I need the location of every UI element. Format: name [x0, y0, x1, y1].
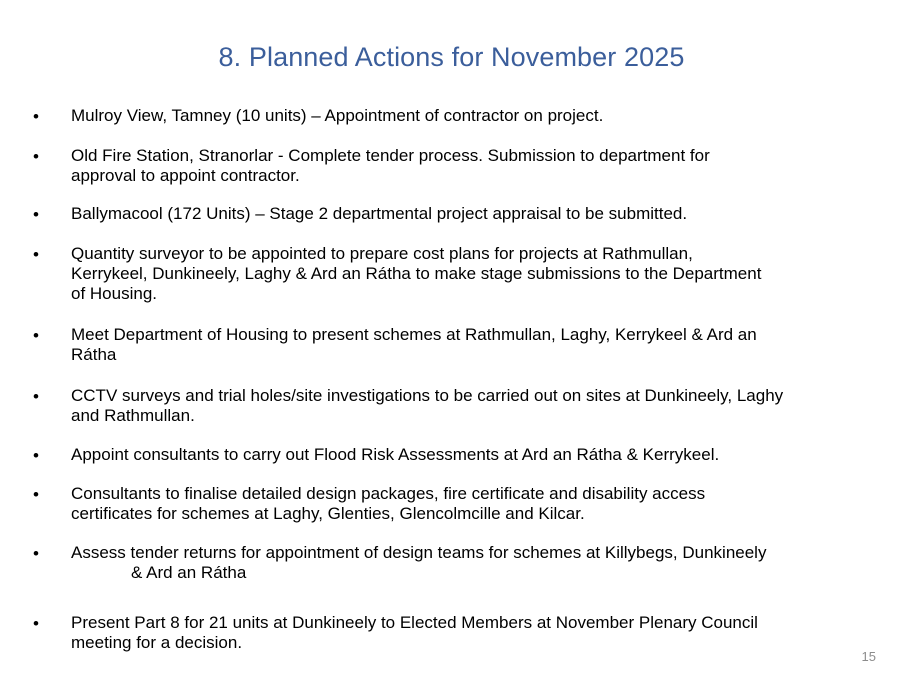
list-item-line: Assess tender returns for appointment of design teams for schemes at Killybegs, Dunkineely [71, 543, 767, 562]
list-item-text [71, 613, 883, 653]
bullet-icon: • [33, 446, 39, 465]
list-item-text [71, 484, 883, 524]
list-item-line: and Rathmullan. [71, 406, 195, 425]
list-item-line: approval to appoint contractor. [71, 166, 300, 185]
list-item-line: Appoint consultants to carry out Flood Risk Assessments at Ard an Rátha & Kerrykeel. [71, 445, 720, 464]
list-item-text [71, 244, 883, 304]
list-item-text [71, 106, 883, 126]
bullet-icon: • [33, 326, 39, 345]
list-item-line: Present Part 8 for 21 units at Dunkineely to Elected Members at November Plenary Council [71, 613, 758, 632]
bullet-icon: • [33, 387, 39, 406]
list-item-line: Mulroy View, Tamney (10 units) – Appointment of contractor on project. [71, 106, 604, 125]
list-item-line: CCTV surveys and trial holes/site investigations to be carried out on sites at Dunkineely, Laghy [71, 386, 784, 405]
bullet-icon: • [33, 147, 39, 166]
list-item-line: of Housing. [71, 284, 157, 303]
bullet-icon: • [33, 485, 39, 504]
list-item-line: certificates for schemes at Laghy, Glenties, Glencolmcille and Kilcar. [71, 504, 585, 523]
list-item-text [71, 325, 883, 365]
list-item-line: meeting for a decision. [71, 633, 243, 652]
bullet-icon: • [33, 544, 39, 563]
list-item-text [71, 386, 883, 426]
list-item-text [71, 543, 883, 583]
list-item-line: & Ard an Rátha [131, 563, 247, 582]
list-item-line: Quantity surveyor to be appointed to prepare cost plans for projects at Rathmullan, [71, 244, 693, 263]
list-item-line: Old Fire Station, Stranorlar - Complete tender process. Submission to department for [71, 146, 710, 165]
bullet-icon: • [33, 107, 39, 126]
bullet-icon: • [33, 245, 39, 264]
slide-title: 8. Planned Actions for November 2025 [218, 42, 685, 72]
list-item-text [71, 445, 883, 465]
bullet-icon: • [33, 205, 39, 224]
list-item-line: Ballymacool (172 Units) – Stage 2 departmental project appraisal to be submitted. [71, 204, 688, 223]
list-item-text [71, 146, 883, 186]
page-number: 15 [861, 649, 876, 664]
list-item-text [71, 204, 883, 224]
bullet-icon: • [33, 614, 39, 633]
list-item-line: Kerrykeel, Dunkineely, Laghy & Ard an Rátha to make stage submissions to the Department [71, 264, 762, 283]
list-item-line: Consultants to finalise detailed design packages, fire certificate and disability access [71, 484, 706, 503]
list-item-line: Meet Department of Housing to present schemes at Rathmullan, Laghy, Kerrykeel & Ard an [71, 325, 757, 344]
list-item-line: Rátha [71, 345, 117, 364]
